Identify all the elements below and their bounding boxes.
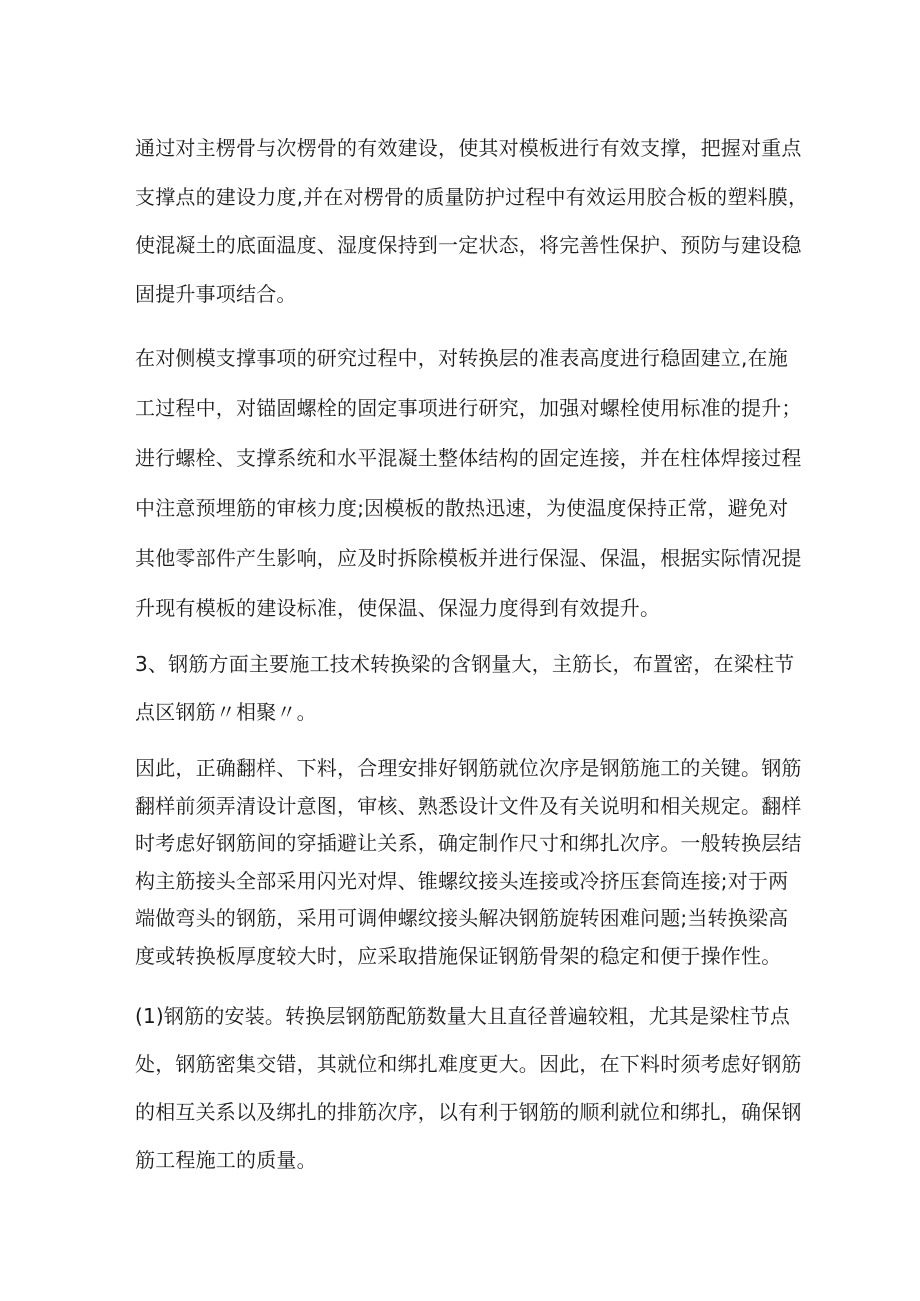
text-line: 筋工程施工的质量。 — [135, 1148, 317, 1172]
paragraph-rebar-heading — [135, 640, 835, 736]
text-line: 使混凝土的底面温度、湿度保持到一定状态，将完善性保护、预防与建设稳 — [135, 233, 802, 257]
text-line: 中注意预埋筋的审核力度;因模板的散热迅速，为使温度保持正常，避免对 — [135, 496, 789, 520]
text-line: 固提升事项结合。 — [135, 281, 297, 306]
text-line: 端做弯头的钢筋，采用可调伸螺纹接头解决钢筋旋转困难问题;当转换梁高 — [135, 906, 789, 930]
text-line: 通过对主楞骨与次楞骨的有效建设，使其对模板进行有效支撑，把握对重点 — [135, 136, 802, 160]
text-line: 3、钢筋方面主要施工技术转换梁的含钢量大，主筋长，布置密，在梁柱节 — [135, 652, 795, 676]
text-line: 因此，正确翻样、下料，合理安排好钢筋就位次序是钢筋施工的关键。钢筋 — [135, 756, 802, 780]
text-line: 工过程中，对锚固螺栓的固定事项进行研究，加强对螺栓使用标准的提升； — [135, 396, 802, 420]
text-line: 度或转换板厚度较大时，应采取措施保证钢筋骨架的稳定和便于操作性。 — [135, 943, 782, 968]
text-line: 其他零部件产生影响，应及时拆除模板并进行保湿、保温，根据实际情况提 — [135, 546, 802, 570]
text-line: 时考虑好钢筋间的穿插避让关系，确定制作尺寸和绑扎次序。一般转换层结 — [135, 831, 802, 855]
paragraph-rebar-installation — [135, 992, 835, 1184]
paragraph-formwork-support — [135, 124, 835, 318]
text-line: 升现有模板的建设标准，使保温、保湿力度得到有效提升。 — [135, 596, 661, 620]
text-line: 进行螺栓、支撑系统和水平混凝土整体结构的固定连接，并在柱体焊接过程 — [135, 446, 802, 470]
text-line: 构主筋接头全部采用闪光对焊、锥螺纹接头连接或冷挤压套筒连接;对于两 — [135, 868, 789, 893]
text-line: 翻样前须弄清设计意图，审核、熟悉设计文件及有关说明和相关规定。翻样 — [135, 793, 802, 818]
text-line: (1)钢筋的安装。转换层钢筋配筋数量大且直径普遍较粗，尤其是梁柱节点 — [135, 1004, 791, 1028]
paragraph-rebar-layout — [135, 750, 835, 975]
paragraph-side-formwork — [135, 333, 835, 633]
text-line: 支撑点的建设力度,并在对楞骨的质量防护过程中有效运用胶合板的塑料膜， — [135, 184, 809, 209]
text-line: 点区钢筋〃相聚〃。 — [135, 700, 317, 724]
text-line: 处，钢筋密集交错，其就位和绑扎难度更大。因此，在下料时须考虑好钢筋 — [135, 1052, 802, 1076]
text-line: 在对侧模支撑事项的研究过程中，对转换层的准表高度进行稳固建立,在施 — [135, 346, 788, 370]
text-line: 的相互关系以及绑扎的排筋次序，以有利于钢筋的顺利就位和绑扎，确保钢 — [135, 1100, 802, 1124]
